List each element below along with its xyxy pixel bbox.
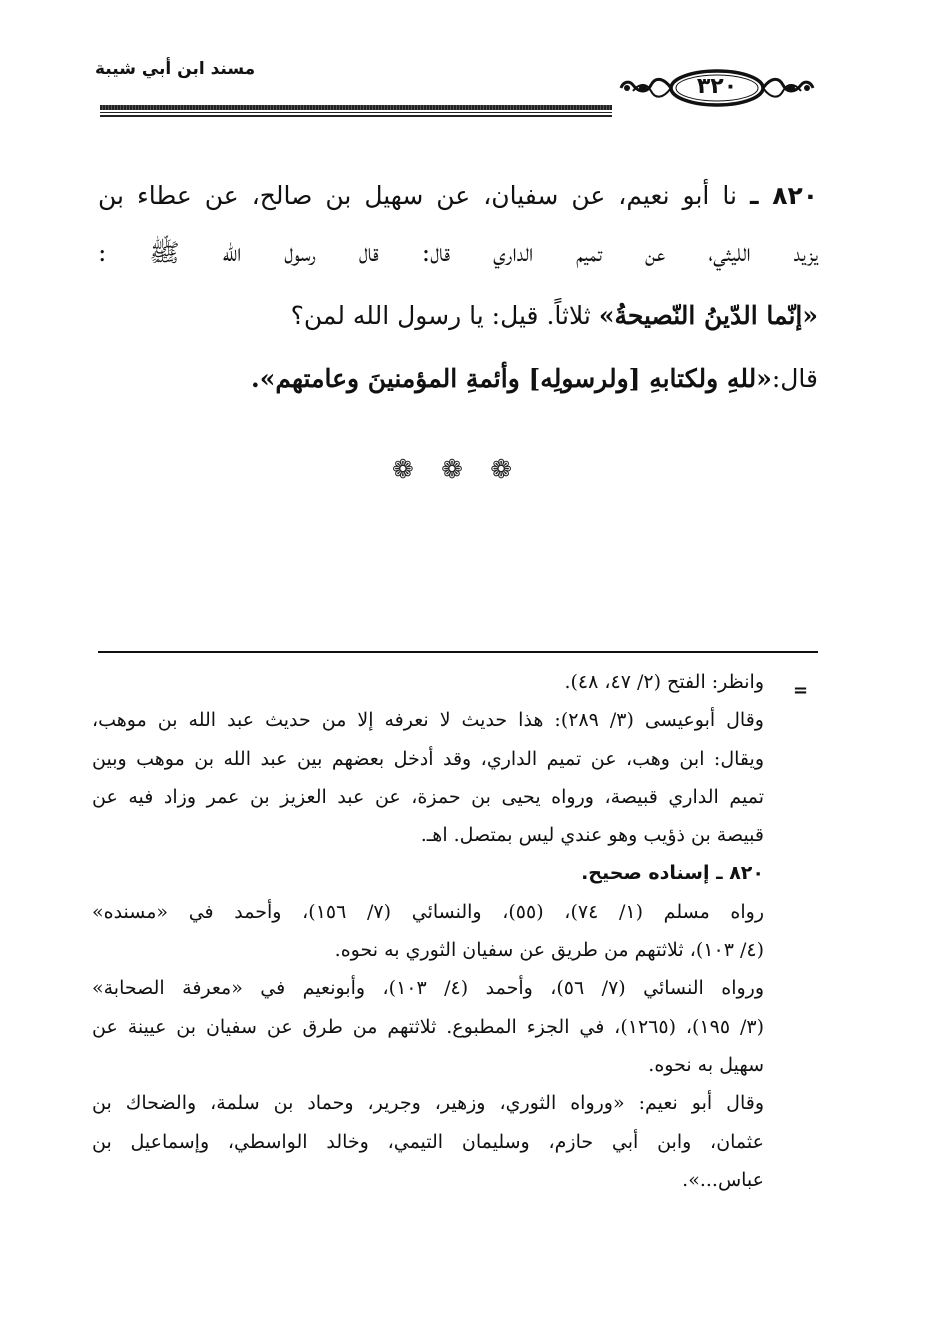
footnote-line: وقال أبو نعيم: «ورواه الثوري، وزهير، وجرير، وحماد بن سلمة، والضحاك بن bbox=[92, 1092, 764, 1115]
footnote-line: ويقال: ابن وهب، عن تميم الداري، وقد أدخل بعضهم بين عبد الله بن موهب وبين bbox=[92, 747, 764, 770]
footnotes-block bbox=[92, 663, 764, 1199]
flower-ornament-icon: ❁ bbox=[490, 455, 512, 485]
section-separator bbox=[392, 452, 512, 488]
hadith-quote-1: «إنّما الدّينُ النّصيحةُ» bbox=[598, 301, 818, 330]
page-number-ornament bbox=[617, 55, 817, 125]
hadith-line-2: يزيد الليثي، عن تميم الداري قال: قال رسول الله ﷺ : bbox=[98, 238, 818, 267]
hadith-line-1 bbox=[98, 168, 818, 223]
page-header bbox=[95, 55, 817, 125]
footnote-line: وقال أبوعيسى (٣/ ٢٨٩): هذا حديث لا نعرفه إلا من حديث عبد الله بن موهب، bbox=[92, 709, 764, 732]
header-rule bbox=[100, 105, 612, 117]
hadith-line-4 bbox=[98, 351, 818, 406]
footnote-line: رواه مسلم (١/ ٧٤)، (٥٥)، والنسائي (٧/ ١٥٦)، وأحمد في «مسنده» bbox=[92, 900, 765, 923]
hadith-line-3 bbox=[98, 288, 818, 343]
hadith-quote-2: «للهِ ولكتابهِ [ولرسولِه] وأئمةِ المؤمنينَ وعامتهم». bbox=[251, 364, 772, 393]
hadith-chain: نا أبو نعيم، عن سفيان، عن سهيل بن صالح، عن عطاء بن bbox=[98, 181, 737, 210]
page-number: ٣٢٠ bbox=[696, 74, 738, 99]
hadith-number: ٨٢٠ ـ bbox=[749, 181, 819, 210]
flower-ornament-icon: ❁ bbox=[392, 455, 414, 485]
footnote-line: وانظر: الفتح (٢/ ٤٧، ٤٨). bbox=[564, 671, 764, 693]
footnote-line: سهيل به نحوه. bbox=[648, 1053, 764, 1076]
footnote-divider bbox=[98, 651, 818, 653]
hadith-text-block bbox=[98, 168, 818, 406]
footnote-line: (٣/ ١٩٥)، (١٢٦٥)، في الجزء المطبوع. ثلاثتهم من طرق عن سفيان بن عيينة عن bbox=[92, 1015, 764, 1038]
footnote-line: ورواه النسائي (٧/ ٥٦)، وأحمد (٤/ ١٠٣)، وأبونعيم في «معرفة الصحابة» bbox=[92, 977, 765, 1000]
footnote-heading: ٨٢٠ ـ إسناده صحيح. bbox=[581, 862, 764, 885]
footnote-line: عباس...». bbox=[682, 1168, 764, 1191]
footnote-line: (٤/ ١٠٣)، ثلاثتهم من طريق عن سفيان الثوري به نحوه. bbox=[334, 939, 764, 962]
footnote-line: تميم الداري قبيصة، ورواه يحيى بن حمزة، عن عبد العزيز بن عمر وزاد فيه عن bbox=[92, 785, 764, 808]
running-title: مسند ابن أبي شيبة bbox=[95, 59, 256, 79]
hadith-line-4-prefix: قال: bbox=[771, 364, 818, 393]
hadith-line-3-rest: ثلاثاً. قيل: يا رسول الله لمن؟ bbox=[290, 301, 591, 330]
flower-ornament-icon: ❁ bbox=[441, 455, 463, 485]
footnote-line: قبيصة بن ذؤيب وهو عندي ليس بمتصل. اهـ. bbox=[420, 824, 764, 847]
continuation-mark: = bbox=[793, 680, 809, 701]
footnote-line: عثمان، وابن أبي حازم، وسليمان التيمي، وخالد الواسطي، وإسماعيل بن bbox=[92, 1130, 764, 1153]
